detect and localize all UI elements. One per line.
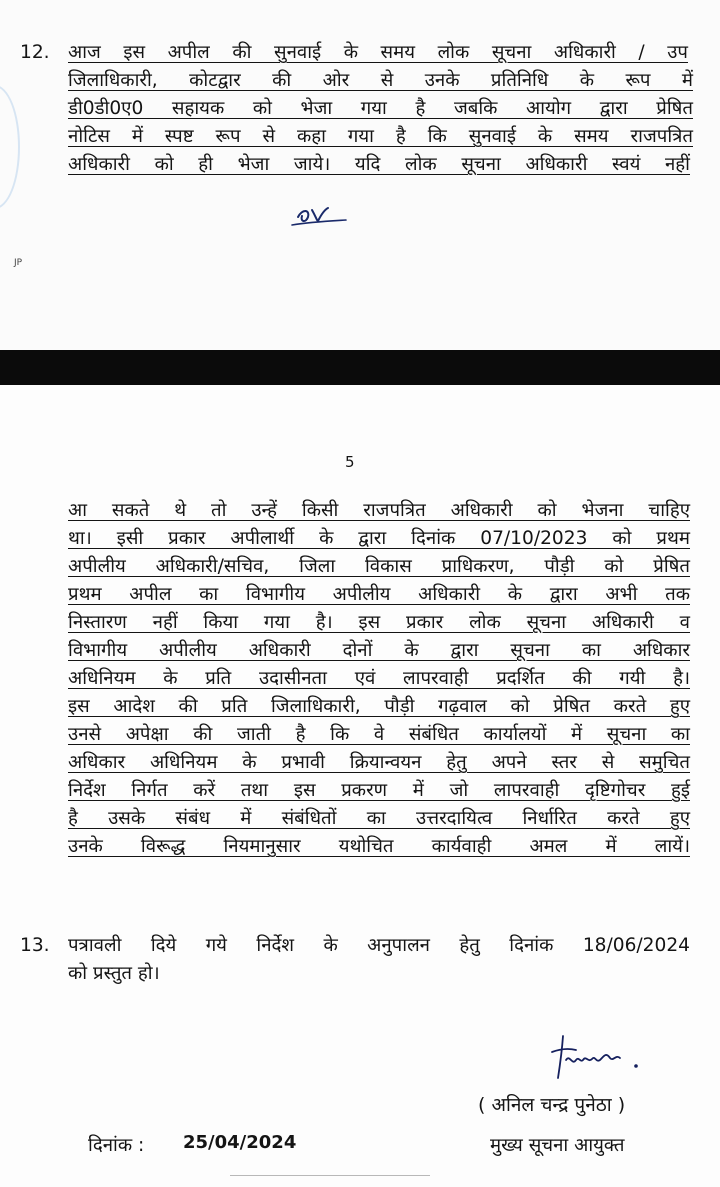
paragraph-12-continuation-line: निस्तारण नहीं किया गया है। इस प्रकार लोक सूचना अधिकारी व [68, 612, 690, 633]
paragraph-13-number: 13. [20, 935, 50, 956]
page-separator [0, 350, 720, 385]
document-page-top [0, 0, 720, 350]
paragraph-13-line: को प्रस्तुत हो। [68, 963, 160, 984]
document-page-bottom [0, 385, 720, 1187]
paragraph-12-continuation-line: विभागीय अपीलीय अधिकारी दोनों के द्वारा सूचना का अधिकार [68, 640, 690, 661]
paragraph-12-continuation-line: प्रथम अपील का विभागीय अपीलीय अधिकारी के द्वारा अभी तक [68, 584, 690, 605]
paragraph-12-line: नोटिस में स्पष्ट रूप से कहा गया है कि सुनवाई के समय राजपत्रित [68, 126, 693, 147]
officer-signature [548, 1030, 658, 1085]
paragraph-12-number: 12. [20, 42, 50, 63]
initials-signature [290, 195, 350, 235]
paragraph-12-line: अधिकारी को ही भेजा जाये। यदि लोक सूचना अधिकारी स्वयं नहीं [68, 154, 690, 175]
officer-name: ( अनिल चन्द्र पुनेठा ) [478, 1094, 626, 1116]
stamp-impression [0, 85, 20, 209]
order-date: 25/04/2024 [183, 1132, 297, 1153]
paragraph-13-line: पत्रावली दिये गये निर्देश के अनुपालन हेतु दिनांक 18/06/2024 [68, 935, 690, 956]
paragraph-12-continuation-line: अपीलीय अधिकारी/सचिव, जिला विकास प्राधिकरण, पौड़ी को प्रेषित [68, 556, 690, 577]
scan-artifact-line [230, 1175, 430, 1176]
paragraph-12-continuation-line: है उसके संबंध में संबंधितों का उत्तरदायित्व निर्धारित करते हुए [68, 808, 690, 829]
paragraph-12-continuation-line: इस आदेश की प्रति जिलाधिकारी, पौड़ी गढ़वाल को प्रेषित करते हुए [68, 696, 690, 717]
paragraph-12-continuation-line: था। इसी प्रकार अपीलार्थी के द्वारा दिनांक 07/10/2023 को प्रथम [68, 528, 690, 549]
paragraph-12-line: आज इस अपील की सुनवाई के समय लोक सूचना अधिकारी / उप [68, 42, 688, 63]
paragraph-12-line: डी0डी0ए0 सहायक को भेजा गया है जबकि आयोग द्वारा प्रेषित [68, 98, 693, 119]
corner-mark: JP [14, 258, 23, 268]
officer-designation: मुख्य सूचना आयुक्त [490, 1135, 625, 1156]
paragraph-12-continuation-line: आ सकते थे तो उन्हें किसी राजपत्रित अधिकारी को भेजना चाहिए [68, 500, 690, 521]
paragraph-12-continuation-line: अधिकार अधिनियम के प्रभावी क्रियान्वयन हेतु अपने स्तर से समुचित [68, 752, 690, 773]
date-label: दिनांक : [88, 1135, 145, 1156]
paragraph-12-continuation-line: निर्देश निर्गत करें तथा इस प्रकरण में जो लापरवाही दृष्टिगोचर हुई [68, 780, 690, 801]
paragraph-12-continuation-line: उनके विरूद्ध नियमानुसार यथोचित कार्यवाही अमल में लायें। [68, 836, 690, 857]
paragraph-12-continuation-line: अधिनियम के प्रति उदासीनता एवं लापरवाही प्रदर्शित की गयी है। [68, 668, 690, 689]
paragraph-12-continuation-line: उनसे अपेक्षा की जाती है कि वे संबंधित कार्यालयों में सूचना का [68, 724, 690, 745]
paragraph-12-line: जिलाधिकारी, कोटद्वार की ओर से उनके प्रतिनिधि के रूप में [68, 70, 693, 91]
page-number: 5 [345, 453, 355, 471]
